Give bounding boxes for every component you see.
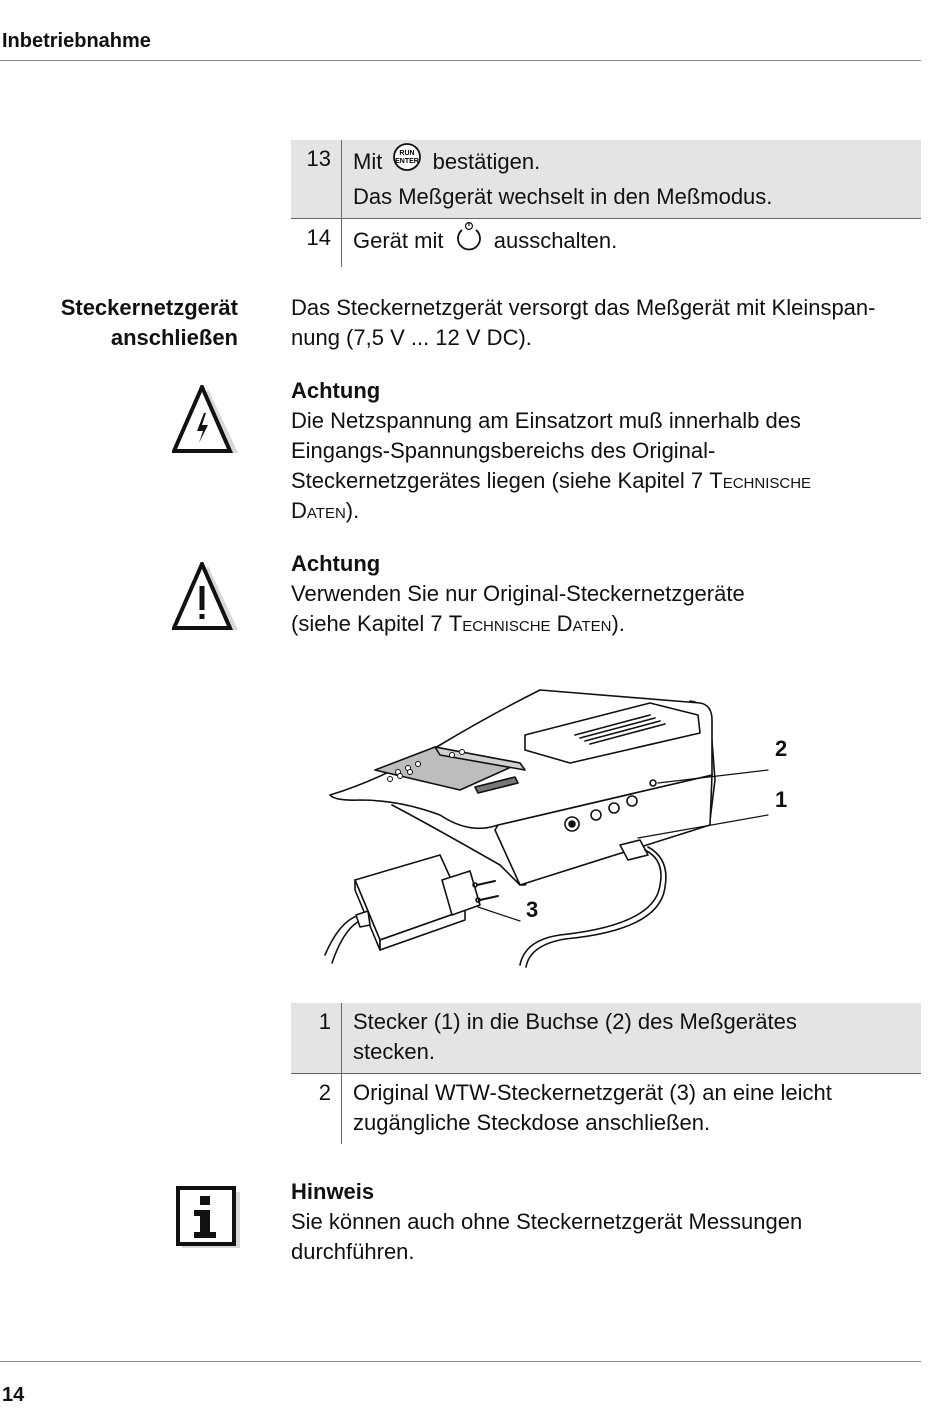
note-line: Eingangs-Spannungsbereichs des Original- <box>291 438 716 463</box>
table-row <box>291 219 921 267</box>
step-text <box>342 140 921 218</box>
header-rule <box>0 60 921 61</box>
svg-text:ENTER: ENTER <box>395 158 420 165</box>
warning-note-2 <box>291 549 925 639</box>
svg-text:RUN: RUN <box>399 150 416 157</box>
step-text <box>342 219 921 267</box>
note-line: Verwenden Sie nur Original-Steckernetzgeräte <box>291 581 745 606</box>
note-line: ). <box>345 498 360 523</box>
step-text-part: Stecker (1) in die Buchse (2) des Meßgerätes <box>353 1009 797 1034</box>
note-title: Achtung <box>291 551 381 576</box>
note-title: Achtung <box>291 378 381 403</box>
step-number: 1 <box>291 1003 342 1073</box>
step-text <box>342 1003 921 1073</box>
note-line: (siehe Kapitel 7 <box>291 611 443 636</box>
info-note <box>291 1177 925 1267</box>
chapter-reference: Technische Daten <box>448 611 612 636</box>
step-text-part: stecken. <box>353 1039 435 1064</box>
intro-line: nung (7,5 V ... 12 V DC). <box>291 325 532 350</box>
step-text-part: ausschalten. <box>493 227 618 253</box>
steps-table-top <box>291 140 921 267</box>
step-text-part: bestätigen. <box>432 148 541 174</box>
intro-paragraph <box>291 293 925 353</box>
run-enter-key-icon <box>392 142 422 180</box>
note-title: Hinweis <box>291 1179 375 1204</box>
footer-rule <box>0 1361 921 1362</box>
step-number: 14 <box>291 219 342 267</box>
running-header: Inbetriebnahme <box>2 30 151 52</box>
power-key-icon <box>454 221 484 259</box>
table-row <box>291 140 921 219</box>
section-heading <box>61 293 238 353</box>
note-line: Steckernetzgerätes liegen (siehe Kapitel 7 <box>291 468 704 493</box>
table-row <box>291 1074 921 1144</box>
chapter-reference: Technische <box>709 468 812 493</box>
info-icon <box>176 1186 242 1257</box>
step-text <box>342 1074 921 1144</box>
section-heading-line: Steckernetzgerät <box>60 295 238 320</box>
step-number: 13 <box>291 140 342 218</box>
page-number: 14 <box>2 1384 25 1406</box>
step-text-part: Gerät mit <box>353 227 444 253</box>
step-text-part: Original WTW-Steckernetzgerät (3) an eine leicht <box>353 1080 832 1105</box>
step-number: 2 <box>291 1074 342 1144</box>
note-line: Sie können auch ohne Steckernetzgerät Messungen <box>291 1209 803 1234</box>
note-line: ). <box>611 611 625 636</box>
chapter-reference: Daten <box>291 498 346 523</box>
intro-line: Das Steckernetzgerät versorgt das Meßgerät mit Kleinspan- <box>291 295 876 320</box>
note-line: Die Netzspannung am Einsatzort muß innerhalb des <box>291 408 801 433</box>
section-heading-line: anschließen <box>110 325 238 350</box>
step-text-part: zugängliche Steckdose anschließen. <box>353 1110 711 1135</box>
callout-label-power-supply: 3 <box>526 897 539 922</box>
table-row <box>291 1003 921 1074</box>
callout-label-socket: 2 <box>775 736 788 761</box>
callout-label-plug: 1 <box>775 787 788 812</box>
device-connection-illustration <box>320 675 800 970</box>
exclamation-warning-icon <box>172 562 242 639</box>
steps-table-bottom <box>291 1003 921 1144</box>
step-text-part: Das Meßgerät wechselt in den Meßmodus. <box>353 184 773 209</box>
high-voltage-warning-icon <box>172 385 242 462</box>
note-line: durchführen. <box>291 1239 415 1264</box>
warning-note-1 <box>291 376 925 526</box>
step-text-part: Mit <box>353 148 383 174</box>
